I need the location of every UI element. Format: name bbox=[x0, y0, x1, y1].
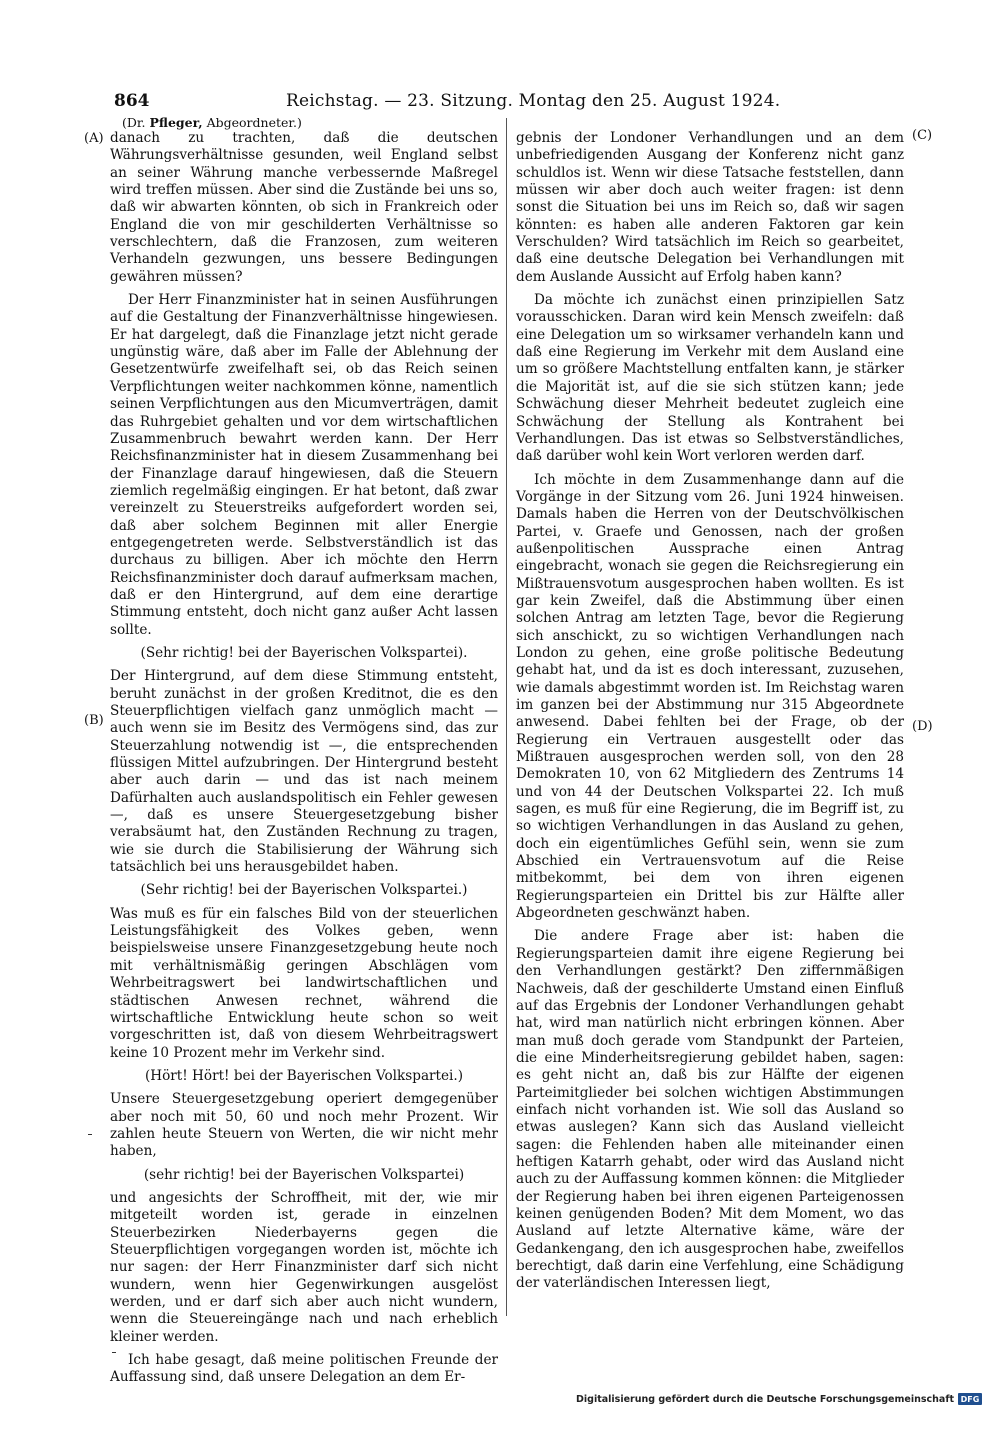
dfg-logo-icon: DFG bbox=[958, 1393, 982, 1405]
margin-tick bbox=[88, 1134, 92, 1135]
interjection: (Sehr richtig! bei der Bayerischen Volkspartei.) bbox=[140, 882, 468, 899]
interjection: (Hört! Hört! bei der Bayerischen Volkspartei.) bbox=[144, 1067, 464, 1084]
margin-tick bbox=[112, 1352, 116, 1353]
footer-text: Digitalisierung gefördert durch die Deutsche Forschungsgemeinschaft bbox=[576, 1393, 954, 1405]
left-column bbox=[110, 130, 498, 1393]
paragraph: Da möchte ich zunächst einen prinzipiellen Satz vorausschicken. Daran wird kein Mensch zweifeln: daß eine Delegation um so wirksamer verhandeln kann und daß eine Regierung im Verkehr mit dem Ausland eine um so größere Machtstellung entfalten kann, je stärker die Majorität ist, auf die sie sich stützen kann; jede Schwächung dieser Mehrheit bedeutet zugleich eine Schwächung der Stellung als Kontrahent bei Verhandlungen. Das ist etwas so Selbstverständliches, daß darüber wohl kein Wort verloren werden darf. bbox=[516, 292, 904, 465]
paragraph: Was muß es für ein falsches Bild von der steuerlichen Leistungsfähigkeit des Volkes geben, wenn beispielsweise unsere Finanzgesetzgebung heute noch mit verhältnismäßig geringen Abschlägen vom Wehrbeitragswert bei landwirtschaftlichen und städtischen Anwesen rechnet, während die wirtschaftliche Entwicklung heute schon so weit vorgeschritten ist, daß von diesem Wehrbeitragswert keine 10 Prozent mehr im Verkehr sind. bbox=[110, 905, 498, 1061]
paragraph: und angesichts der Schroffheit, mit der, wie mir mitgeteilt worden ist, gerade in einzelnen Steuerbezirken Niederbayerns gegen die Steuerpflichtigen vorgegangen worden ist, möchte ich nur sagen: der Herr Finanzminister darf sich nicht wundern, wenn hier Gegenwirkungen ausgelöst werden, und er darf sich aber auch nicht wundern, wenn die Steuereingänge nach und nach erheblich kleiner werden. bbox=[110, 1189, 498, 1345]
paragraph: Die andere Frage aber ist: haben die Regierungsparteien damit ihre eigene Regierung bei den Verhandlungen gestärkt? Den ziffernmäßigen Nachweis, daß der geschilderte Umstand einen Einfluß auf das Ergebnis der Londoner Verhandlungen gehabt hat, wird man natürlich nicht erbringen können. Aber man muß doch gerade vom Standpunkt der Parteien, die eine Minderheitsregierung gebildet haben, sagen: es geht nicht an, daß bis zur Hälfte der eigenen Parteimitglieder bei solchen wichtigen Abstimmungen einfach nicht vorhanden ist. Wie soll das Ausland so etwas auslegen? Kann sich das Ausland vielleicht sagen: die Fehlenden haben alle miteinander einen heftigen Katarrh gehabt, oder wird das Ausland nicht auch zu der Auffassung kommen können: die Mitglieder der Regierung haben bei ihren eigenen Parteigenossen keinen genügenden Boden? Mit dem Moment, wo das Ausland auf letzte Alternative käme, wäre der Gedankengang, den ich ausgesprochen habe, zweifellos berechtigt, daß darin eine Verfehlung, eine Schädigung der vaterländischen Interessen liegt, bbox=[516, 928, 904, 1292]
speaker-role: Abgeordneter.) bbox=[202, 115, 302, 130]
running-title: Reichstag. — 23. Sitzung. Montag den 25. August 1924. bbox=[286, 91, 781, 111]
page-header bbox=[114, 90, 914, 112]
column-divider bbox=[506, 118, 507, 1316]
interjection: (Sehr richtig! bei der Bayerischen Volkspartei). bbox=[140, 644, 468, 661]
paragraph: Der Herr Finanzminister hat in seinen Ausführungen auf die Gestaltung der Finanzverhältnisse hingewiesen. Er hat dargelegt, daß die Finanzlage jetzt nicht gerade ungünstig wäre, daß aber im Falle der Ablehnung der Gesetzentwürfe zweifelhaft sei, ob das Reich seinen Verpflichtungen weiter nachkommen könne, namentlich seinen Verpflichtungen aus den Micumverträgen, damit das Ruhrgebiet gehalten und vor dem wirtschaftlichen Zusammenbruch bewahrt werden kann. Der Herr Reichsfinanzminister hat in diesem Zusammenhang bei der Finanzlage darauf hingewiesen, daß die Steuern ziemlich regelmäßig eingingen. Er hat betont, daß zwar vereinzelt zu Steuerstreiks aufgefordert worden sei, daß aber solchem Beginnen mit aller Energie entgegengetreten werde. Selbstverständlich ist das durchaus zu billigen. Aber ich möchte den Herrn Reichsfinanzminister doch darauf aufmerksam machen, daß er den Hintergrund, auf dem eine derartige Stimmung entsteht, doch nicht ganz außer Acht lassen sollte. bbox=[110, 292, 498, 638]
margin-marker-a: (A) bbox=[84, 131, 104, 146]
paragraph: Ich möchte in dem Zusammenhange dann auf die Vorgänge in der Sitzung vom 26. Juni 1924 hinweisen. Damals haben die Herren von der Deutschvölkischen Partei, v. Graefe und Genossen, nach der großen außenpolitischen Aussprache einen Antrag eingebracht, wonach sie gegen die Reichsregierung ein Mißtrauensvotum ausgesprochen haben wollten. Es ist gar kein Zweifel, daß die Abstimmung über einen solchen Antrag am letzten Tage, bevor die Regierung sich anschickt, zu so wichtigen Verhandlungen nach London zu gehen, eine große politische Bedeutung gehabt hat, und da ist es doch interessant, zuzusehen, wie damals abgestimmt worden ist. Im Reichstag waren im ganzen bei der Abstimmung nur 315 Abgeordnete anwesend. Dabei fehlten bei der Frage, ob der Regierung ein Vertrauen ausgestellt oder das Mißtrauen ausgesprochen werden soll, von den 28 Demokraten 10, von 62 Mitgliedern des Zentrums 14 und von 44 der Deutschen Volkspartei 22. Ich muß sagen, es muß für eine Regierung, die im Begriff ist, zu so wichtigen Verhandlungen in das Ausland zu gehen, doch ein eigentümliches Gefühl sein, wenn sie zum Abschied ein Vertrauensvotum auf die Reise mitbekommt, bei dem von ihren eigenen Regierungsparteien ein Drittel bis zur Hälfte aller Abgeordneten geschwänzt haben. bbox=[516, 471, 904, 922]
margin-marker-c: (C) bbox=[912, 128, 933, 143]
speaker-name: Pfleger, bbox=[149, 115, 203, 130]
speaker-byline bbox=[122, 115, 302, 131]
paragraph: Unsere Steuergesetzgebung operiert demgegenüber aber noch mit 50, 60 und noch mehr Prozent. Wir zahlen heute Steuern von Werten, die wir nicht mehr haben, bbox=[110, 1091, 498, 1160]
byline-open: (Dr. bbox=[122, 115, 150, 130]
margin-marker-b: (B) bbox=[84, 713, 104, 728]
paragraph: Der Hintergrund, auf dem diese Stimmung entsteht, beruht zunächst in der großen Kreditnot, die es den Steuerpflichtigen vielfach ganz unmöglich macht — auch wenn sie im Besitz des Vermögens sind, das zur Steuerzahlung notwendig ist —, die entsprechenden flüssigen Mittel aufzubringen. Der Hintergrund besteht aber auch darin — und das ist nach meinem Dafürhalten auch auslandspolitisch ein Fehler gewesen —, daß es unsere Steuergesetzgebung bisher verabsäumt hat, den Zuständen Rechnung zu tragen, wie sie durch die Stabilisierung der Währung sich tatsächlich bei uns herausgebildet haben. bbox=[110, 668, 498, 876]
right-column bbox=[516, 130, 904, 1299]
paragraph: Ich habe gesagt, daß meine politischen Freunde der Auffassung sind, daß unsere Delegation an dem Er- bbox=[110, 1352, 498, 1386]
interjection: (sehr richtig! bei der Bayerischen Volkspartei) bbox=[143, 1166, 465, 1183]
page-number: 864 bbox=[114, 91, 150, 111]
paragraph: danach zu trachten, daß die deutschen Währungsverhältnisse gesunden, weil England selbst an seiner Währung manche verbessernde Maßregel wird treffen müssen. Aber sind die Zustände bei uns so, daß wir abwarten könnten, ob sich in Frankreich oder England die von mir geschilderten Verhältnisse so verschlechtern, daß die Franzosen, zum weiteren Verhandeln gezwungen, uns bessere Bedingungen gewähren müssen? bbox=[110, 130, 498, 285]
digitization-footer bbox=[576, 1391, 982, 1407]
paragraph: gebnis der Londoner Verhandlungen und an dem unbefriedigenden Ausgang der Konferenz nicht ganz schuldlos ist. Wenn wir diese Tatsache feststellen, dann müssen wir aber doch auch weiter fragen: ist denn sonst die Situation bei uns im Reich so, daß wir sagen könnten: es haben alle anderen Faktoren gar kein Verschulden? Wird tatsächlich im Reich so gearbeitet, daß eine deutsche Delegation bei Verhandlungen mit dem Auslande Aussicht auf Erfolg haben kann? bbox=[516, 130, 904, 285]
margin-marker-d: (D) bbox=[912, 719, 933, 734]
